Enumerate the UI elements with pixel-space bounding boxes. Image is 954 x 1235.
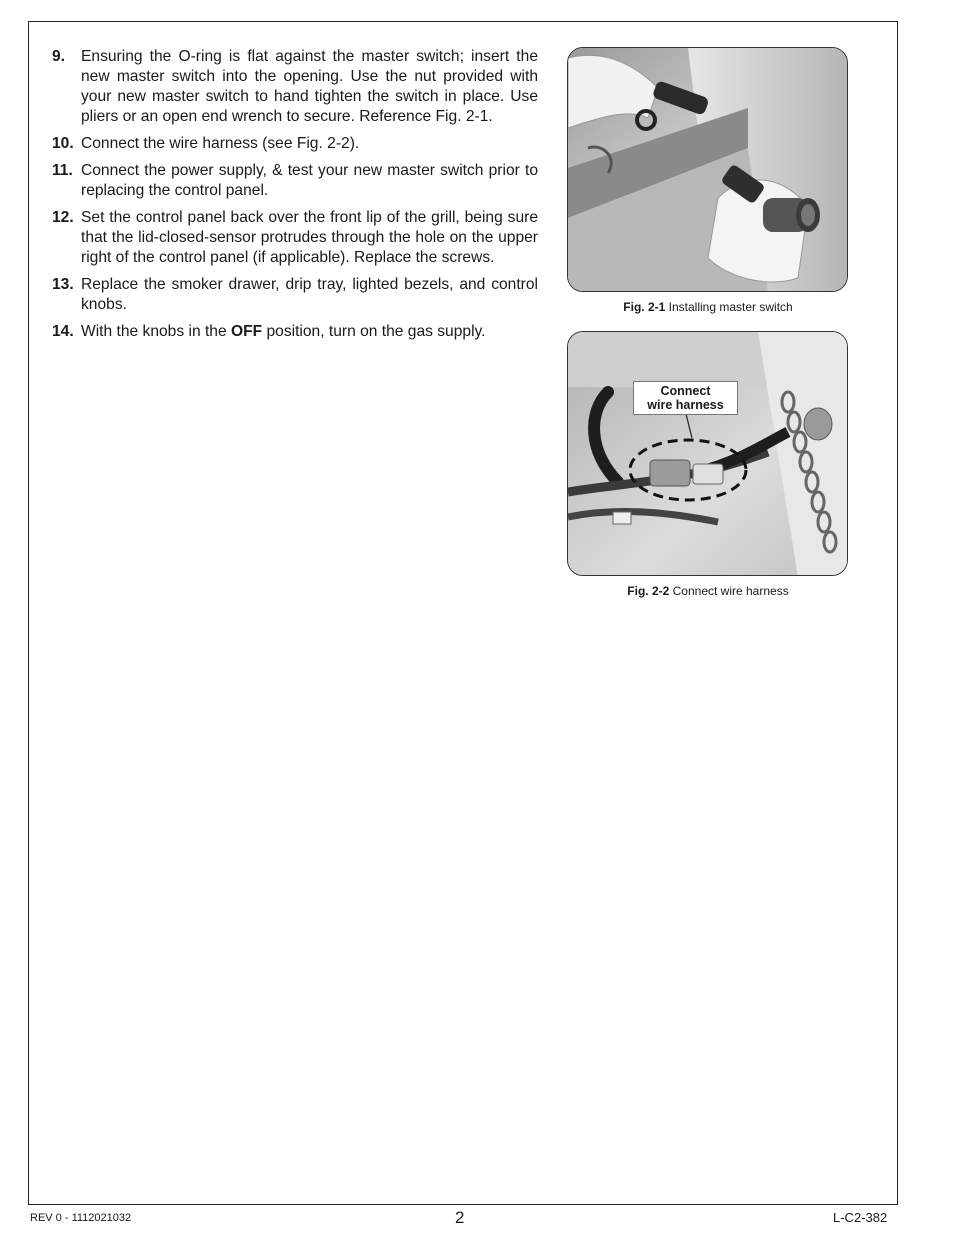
footer-page-number: 2	[455, 1208, 465, 1227]
fig-2-2-callout-label: Connect wire harness	[633, 381, 738, 415]
off-keyword: OFF	[230, 323, 263, 340]
step-11: 11. Connect the power supply, & test your new master switch prior to replacing the control panel.	[52, 162, 538, 199]
step-9: 9. Ensuring the O-ring is flat against the master switch; insert the new master switch into the opening. Use the nut provided with your new master switch to hand tighten the switch in place. Use pliers or an open end wrench to secure. Reference Fig. 2-1.	[52, 48, 538, 125]
instruction-steps	[52, 47, 538, 349]
footer-doc-code: L-C2-382	[833, 1210, 888, 1225]
fig-2-2-illustration	[568, 332, 848, 576]
fig-2-2-photo	[567, 331, 848, 576]
fig-2-1-photo	[567, 47, 848, 292]
step-13: 13. Replace the smoker drawer, drip tray, lighted bezels, and control knobs.	[52, 276, 538, 313]
fig-2-1-caption: Fig. 2-1 Installing master switch	[623, 300, 793, 314]
step-12: 12. Set the control panel back over the front lip of the grill, being sure that the lid-closed-sensor protrudes through the hole on the upper right of the control panel (if applicable). Replace the screws.	[52, 209, 538, 266]
fig-2-1-illustration	[568, 48, 848, 292]
footer-revision: REV 0 - 1112021032	[30, 1212, 132, 1224]
step-14: 14. With the knobs in the OFF position, turn on the gas supply.	[52, 323, 486, 340]
fig-2-2-caption: Fig. 2-2 Connect wire harness	[627, 584, 789, 598]
step-10: 10. Connect the wire harness (see Fig. 2-2).	[52, 135, 360, 152]
